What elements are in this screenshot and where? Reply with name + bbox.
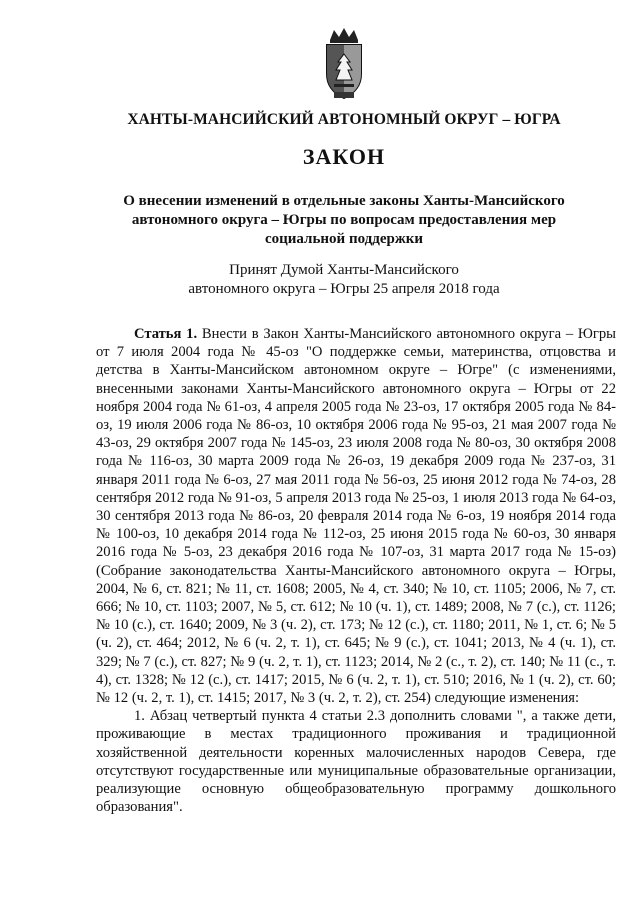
document-type: ЗАКОН	[302, 144, 386, 169]
adoption-note-line: Принят Думой Ханты-Мансийского	[229, 262, 459, 278]
article-1-paragraph	[96, 325, 616, 707]
adoption-note-line: автономного округа – Югры 25 апреля 2018 года	[188, 281, 500, 297]
article-text: Внести в Закон Ханты-Мансийского автономного округа – Югры от 7 июля 2004 года № 45-оз "О поддержке семьи, материнства, отцовства и детства в Ханты-Мансийском автономном округе – Югре" (с изменениями, внесенными законами Ханты-Мансийского автономного округа – Югры от 22 ноября 2004 года № 61-оз, 4 апреля 2005 года № 23-оз, 17 октября 2005 года № 84-оз, 19 июля 2006 года № 86-оз, 10 октября 2006 года № 95-оз, 21 мая 2007 года № 43-оз, 29 октября 2007 года № 145-оз, 23 июля 2008 года № 80-оз, 30 октября 2008 года № 116-оз, 30 марта 2009 года № 26-оз, 19 декабря 2009 года № 237-оз, 31 января 2011 года № 6-оз, 27 мая 2011 года № 56-оз, 25 июня 2012 года № 74-оз, 28 сентября 2012 года № 91-оз, 5 апреля 2013 года № 25-оз, 1 июля 2013 года № 64-оз, 30 сентября 2013 года № 86-оз, 20 февраля 2014 года № 6-оз, 19 ноября 2014 года № 100-оз, 10 декабря 2014 года № 112-оз, 25 июня 2015 года № 60-оз, 30 января 2016 года № 5-оз, 23 декабря 2016 года № 107-оз, 31 марта 2017 года № 15-оз) (Собрание законодательства Ханты-Мансийского автономного округа – Югры, 2004, № 6, ст. 821; № 11, ст. 1608; 2005, № 4, ст. 340; № 10, ст. 1105; 2006, № 7, ст. 666; № 10, ст. 1103; 2007, № 5, ст. 612; № 10 (ч. 1), ст. 1489; 2008, № 7 (с.), ст. 1126; № 10 (с.), ст. 1640; 2009, № 3 (ч. 2), ст. 173; № 12 (с.), ст. 1180; 2011, № 1, ст. 6; № 5 (ч. 2), ст. 464; 2012, № 6 (ч. 2, т. 1), ст. 645; № 9 (с.), ст. 1041; 2013, № 4 (ч. 1), ст. 329; № 7 (с.), ст. 827; № 9 (ч. 2, т. 1), ст. 1123; 2014, № 2 (с., т. 2), ст. 140; № 11 (с., т. 4), ст. 1328; № 12 (с.), ст. 1417; 2015, № 6 (ч. 2, т. 1), ст. 510; 2016, № 1 (ч. 2), ст. 60; № 12 (ч. 2, т. 1), ст. 1415; 2017, № 3 (ч. 2, т. 2), ст. 254) следующие изменения:	[96, 326, 616, 707]
coat-of-arms-icon	[322, 26, 366, 102]
law-subject-line: социальной поддержки	[264, 231, 423, 247]
region-name: ХАНТЫ-МАНСИЙСКИЙ АВТОНОМНЫЙ ОКРУГ – ЮГРА	[127, 111, 561, 128]
law-body	[96, 325, 616, 816]
law-subject-line: О внесении изменений в отдельные законы Ханты-Мансийского	[123, 193, 565, 209]
item-1-paragraph: 1. Абзац четвертый пункта 4 статьи 2.3 дополнить словами ", а также дети, проживающие в местах традиционного проживания и традиционной хозяйственной деятельности коренных малочисленных народов Севера, где отсутствуют государственные или муниципальные образовательные организации, реализующие основную общеобразовательную программу дошкольного образования".	[96, 708, 616, 816]
law-subject	[0, 192, 640, 249]
adoption-note	[0, 261, 640, 299]
law-subject-line: автономного округа – Югры по вопросам предоставления мер	[131, 212, 557, 228]
article-label: Статья 1.	[134, 326, 198, 342]
